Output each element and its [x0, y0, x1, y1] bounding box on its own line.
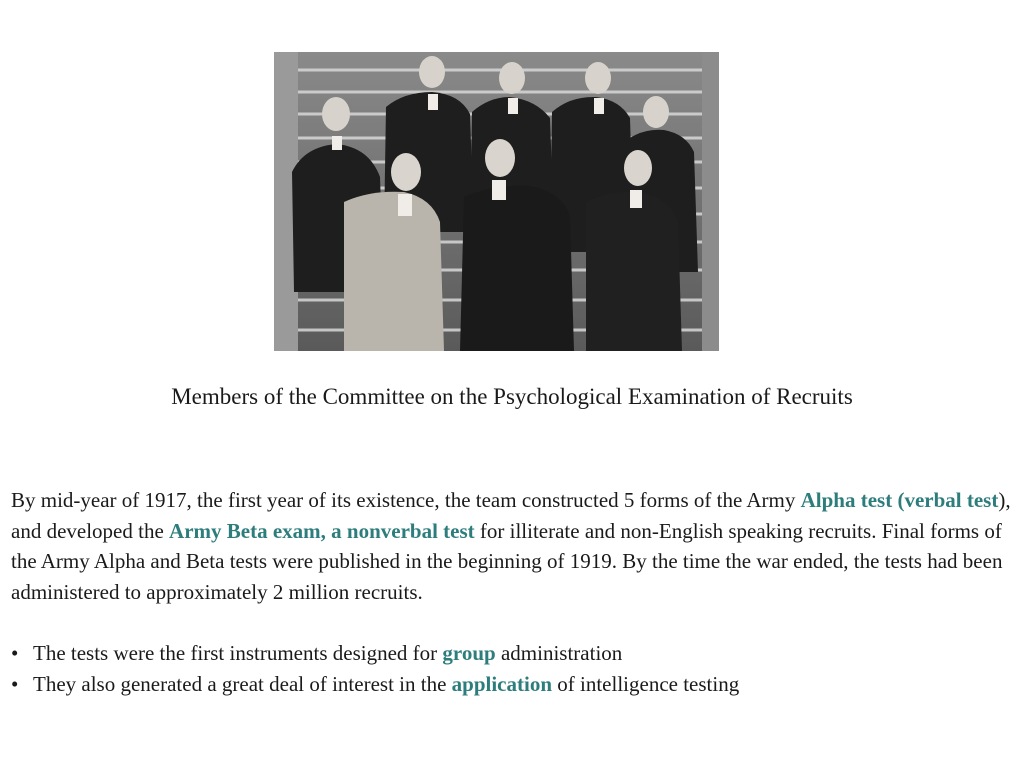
bullet-marker: • [11, 641, 19, 665]
slide-body [11, 485, 1016, 699]
group-highlight: group [442, 641, 496, 665]
paragraph-text-2: ), and developed the [11, 488, 1011, 543]
photo-caption: Members of the Committee on the Psychological Examination of Recruits [171, 384, 853, 409]
bullet-list [11, 638, 1016, 699]
bullet-marker: • [11, 671, 19, 696]
alpha-test-highlight: Alpha test (verbal test [800, 488, 999, 512]
bullet-text: of intelligence testing [552, 671, 740, 696]
bullet-item [11, 638, 1016, 669]
summary-paragraph [11, 485, 1016, 607]
committee-group-photo-icon [274, 52, 719, 351]
application-highlight: application [451, 671, 553, 696]
beta-exam-highlight: Army Beta exam, a nonverbal test [169, 518, 475, 543]
committee-photo [274, 52, 719, 351]
paragraph-text-3: for illiterate and non-English speaking recruits. Final forms of the Army Alpha and Beta tests were published in the beginning of 1919. By the time the war ended, the tests had been administered to approximately 2 million recruits. [11, 518, 1003, 604]
paragraph-text-1: By mid-year of 1917, the first year of its existence, the team constructed 5 forms of the Army [11, 488, 801, 512]
bullet-text: They also generated a great deal of interest in the [33, 671, 452, 696]
bullet-item [11, 669, 1016, 700]
bullet-text: administration [495, 641, 623, 665]
bullet-text: The tests were the first instruments designed for [33, 641, 443, 665]
